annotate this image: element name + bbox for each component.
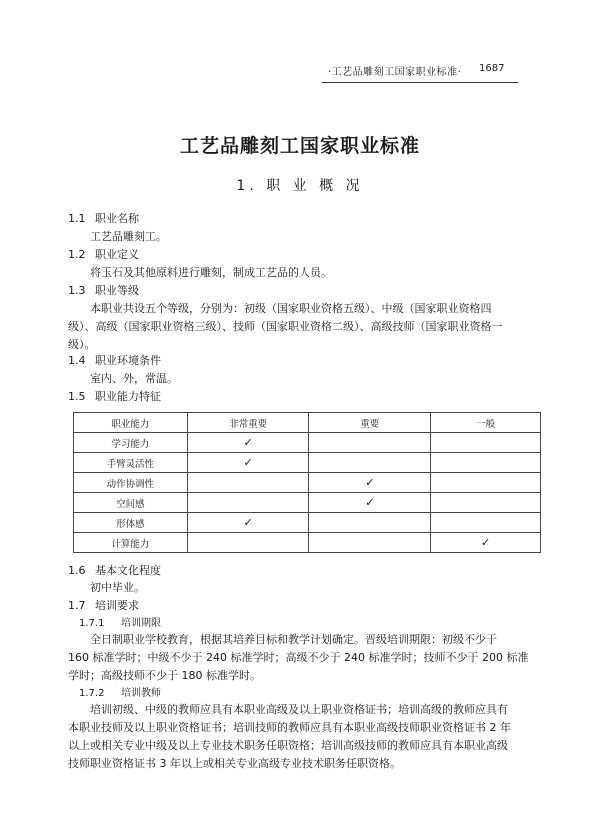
check-mark-icon: ✓	[365, 496, 375, 509]
ability-label: 计算能力	[74, 533, 188, 553]
check-cell	[431, 513, 541, 533]
heading-text: 职业定义	[95, 248, 139, 261]
check-cell	[431, 493, 541, 513]
check-cell	[431, 533, 541, 553]
heading-1-6	[68, 562, 161, 578]
heading-text: 职业等级	[95, 284, 139, 297]
table-row	[74, 533, 541, 553]
check-cell	[431, 473, 541, 493]
check-mark-icon: ✓	[365, 476, 375, 489]
table-row	[74, 493, 541, 513]
heading-1-7-2	[79, 684, 161, 699]
ability-label: 空间感	[74, 493, 188, 513]
heading-1-5	[68, 388, 161, 404]
heading-number: 1.4	[68, 354, 86, 367]
page-number: 1687	[479, 63, 505, 74]
heading-1-1	[68, 210, 139, 226]
table-row	[74, 433, 541, 453]
heading-text: 培训期限	[121, 618, 161, 629]
heading-text: 职业名称	[95, 212, 139, 225]
check-cell	[431, 433, 541, 453]
document-title: 工艺品雕刻工国家职业标准	[179, 135, 420, 157]
heading-number: 1.7	[68, 599, 86, 612]
check-cell	[187, 493, 309, 513]
check-cell	[187, 533, 309, 553]
heading-text: 职业能力特征	[95, 390, 161, 403]
header-rule	[322, 82, 518, 83]
heading-number: 1.1	[68, 212, 86, 225]
check-cell	[309, 453, 431, 473]
body-1-3-line: 级）、高级（国家职业资格三级）、技师（国家职业资格二级）、高级技师（国家职业资格一	[68, 320, 503, 333]
check-cell	[431, 453, 541, 473]
check-mark-icon: ✓	[243, 436, 253, 449]
table-header-row	[74, 413, 541, 433]
heading-text: 职业环境条件	[95, 354, 161, 367]
table-row	[74, 453, 541, 473]
table-row	[74, 473, 541, 493]
ability-label: 学习能力	[74, 433, 188, 453]
check-cell	[187, 433, 309, 453]
check-cell	[309, 493, 431, 513]
section-title: 1. 职 业 概 况	[236, 178, 364, 194]
body-1-7-2-line: 培训初级、中级的教师应具有本职业高级及以上职业资格证书；培训高级的教师应具有	[90, 703, 508, 716]
heading-1-7	[68, 597, 139, 613]
heading-text: 培训教师	[121, 688, 161, 699]
check-cell	[309, 533, 431, 553]
heading-number: 1.3	[68, 284, 86, 297]
heading-number: 1.7.2	[79, 688, 105, 699]
check-cell	[187, 513, 309, 533]
heading-number: 1.2	[68, 248, 86, 261]
heading-1-2	[68, 246, 139, 262]
heading-number: 1.7.1	[79, 618, 105, 629]
body-1-7-1-line: 学时；高级技师不少于 180 标准学时。	[68, 669, 261, 682]
body-1-4: 室内、外，常温。	[90, 372, 178, 385]
body-1-3-line: 本职业共设五个等级，分别为：初级（国家职业资格五级）、中级（国家职业资格四	[90, 302, 492, 315]
column-header: 职业能力	[74, 413, 188, 433]
running-header-title: ·工艺品雕刻工国家职业标准·	[328, 67, 462, 78]
body-1-7-1-line: 160 标准学时；中级不少于 240 标准学时；高级不少于 240 标准学时；技师不少于 200 标准	[68, 651, 529, 664]
body-1-1: 工艺品雕刻工。	[90, 230, 167, 243]
check-cell	[309, 433, 431, 453]
check-cell	[309, 473, 431, 493]
body-1-7-1-line: 全日制职业学校教育，根据其培养目标和教学计划确定。晋级培训期限：初级不少于	[90, 633, 497, 646]
column-header: 一般	[431, 413, 541, 433]
check-cell	[309, 513, 431, 533]
heading-1-4	[68, 352, 161, 368]
heading-number: 1.5	[68, 390, 86, 403]
column-header: 非常重要	[187, 413, 309, 433]
column-header: 重要	[309, 413, 431, 433]
heading-1-3	[68, 282, 139, 298]
heading-1-7-1	[79, 614, 161, 629]
heading-text: 基本文化程度	[95, 564, 161, 577]
body-1-7-2-line: 本职业技师及以上职业资格证书；培训技师的教师应具有本职业高级技师职业资格证书 2 年	[68, 721, 511, 734]
body-1-3-line: 级）。	[68, 338, 96, 351]
body-1-7-2-line: 技师职业资格证书 3 年以上或相关专业高级专业技术职务任职资格。	[68, 757, 401, 770]
check-mark-icon: ✓	[243, 516, 253, 529]
check-mark-icon: ✓	[243, 456, 253, 469]
table-row	[74, 513, 541, 533]
body-1-2: 将玉石及其他原料进行雕刻，制成工艺品的人员。	[90, 266, 332, 279]
check-cell	[187, 473, 309, 493]
body-1-7-2-line: 以上或相关专业中级及以上专业技术职务任职资格；培训高级技师的教师应具有本职业高级	[68, 739, 508, 752]
body-1-6: 初中毕业。	[90, 581, 145, 594]
check-cell	[187, 453, 309, 473]
heading-number: 1.6	[68, 564, 86, 577]
ability-label: 手臂灵活性	[74, 453, 188, 473]
check-mark-icon: ✓	[480, 536, 491, 549]
ability-label: 形体感	[74, 513, 188, 533]
ability-table	[73, 412, 541, 553]
heading-text: 培训要求	[95, 599, 139, 612]
ability-label: 动作协调性	[74, 473, 188, 493]
